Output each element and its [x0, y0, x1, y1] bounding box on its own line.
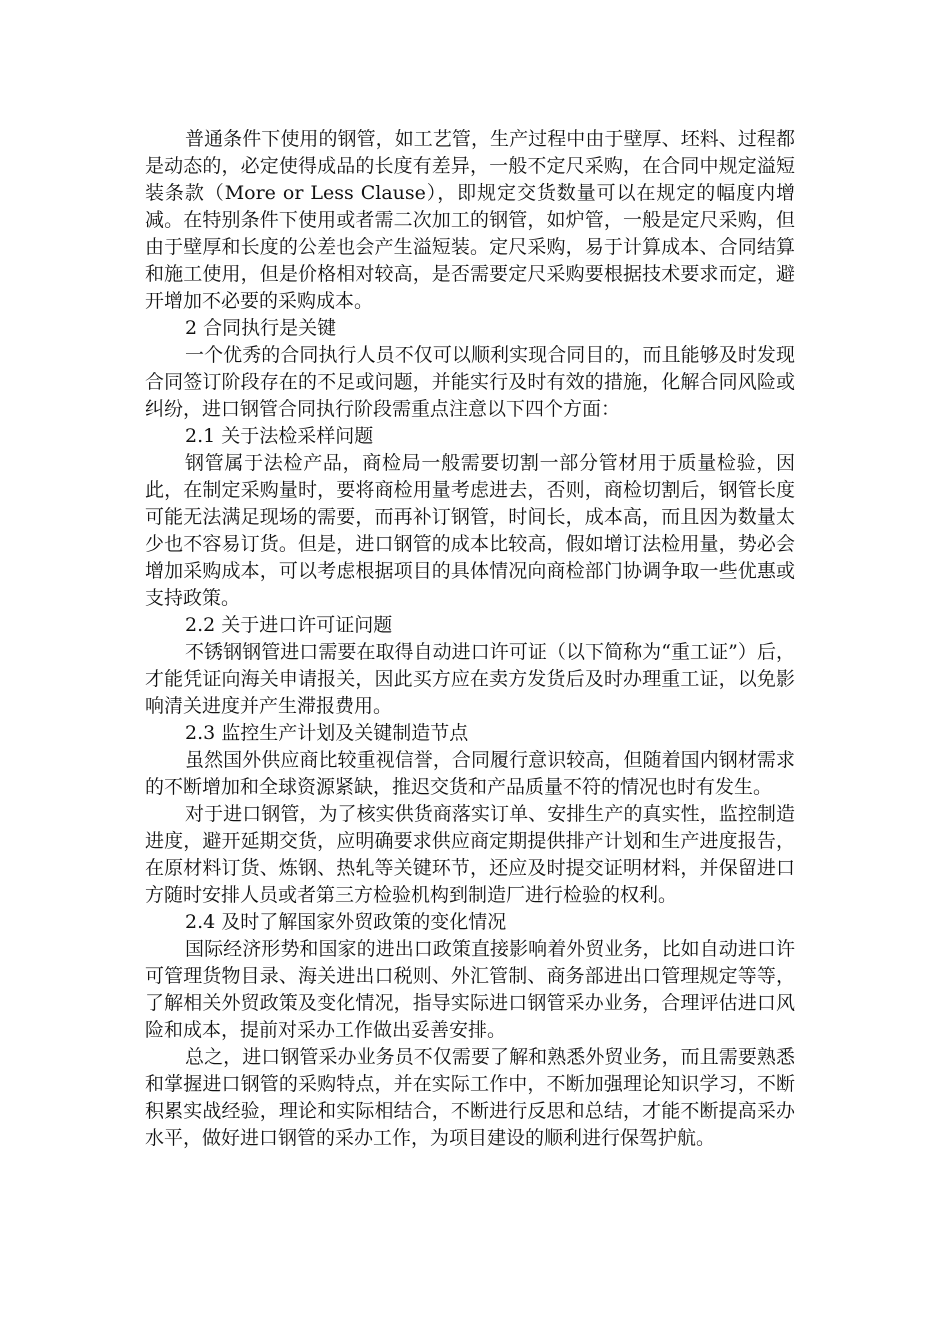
- paragraph-import-license: 不锈钢钢管进口需要在取得自动进口许可证（以下简称为“重工证”）后，才能凭证向海关申请报关，因此买方应在卖方发货后及时办理重工证，以免影响清关进度并产生滞报费用。: [145, 641, 795, 717]
- paragraph-contract-execution-intro: 一个优秀的合同执行人员不仅可以顺利实现合同目的，而且能够及时发现合同签订阶段存在的不足或问题，并能实行及时有效的措施，化解合同风险或纠纷，进口钢管合同执行阶段需重点注意以下四个方面：: [145, 344, 795, 420]
- subsection-heading-import-license: 2.2 关于进口许可证问题: [185, 614, 393, 636]
- paragraph-conclusion: 总之，进口钢管采办业务员不仅需要了解和熟悉外贸业务，而且需要熟悉和掌握进口钢管的采购特点，并在实际工作中，不断加强理论知识学习，不断积累实战经验，理论和实际相结合，不断进行反思和总结，才能不断提高采办水平，做好进口钢管的采办工作，为项目建设的顺利进行保驾护航。: [145, 1046, 795, 1149]
- subsection-heading-inspection-sampling: 2.1 关于法检采样问题: [185, 425, 374, 447]
- paragraph-production-monitoring: 对于进口钢管，为了核实供货商落实订单、安排生产的真实性，监控制造进度，避开延期交货，应明确要求供应商定期提供排产计划和生产进度报告，在原材料订货、炼钢、热轧等关键环节，还应及时提交证明材料，并保留进口方随时安排人员或者第三方检验机构到制造厂进行检验的权利。: [145, 803, 795, 906]
- document-page: [145, 126, 795, 1152]
- paragraph-inspection-sampling: 钢管属于法检产品，商检局一般需要切割一部分管材用于质量检验，因此，在制定采购量时，要将商检用量考虑进去，否则，商检切割后，钢管长度可能无法满足现场的需要，而再补订钢管，时间长，成本高，而且因为数量太少也不容易订货。但是，进口钢管的成本比较高，假如增订法检用量，势必会增加采购成本，可以考虑根据项目的具体情况向商检部门协调争取一些优惠或支持政策。: [145, 452, 795, 609]
- subsection-heading-production-monitoring: 2.3 监控生产计划及关键制造节点: [185, 722, 469, 744]
- paragraph-fixed-length-procurement: 普通条件下使用的钢管，如工艺管，生产过程中由于壁厚、坯料、过程都是动态的，必定使得成品的长度有差异，一般不定尺采购，在合同中规定溢短装条款（More or Less Clause），即规定交货数量可以在规定的幅度内增减。在特别条件下使用或者需二次加工的钢管，如炉管，一般是定尺采购，但由于壁厚和长度的公差也会产生溢短装。定尺采购，易于计算成本、合同结算和施工使用，但是价格相对较高，是否需要定尺采购要根据技术要求而定，避开增加不必要的采购成本。: [145, 128, 795, 312]
- section-heading-contract-execution: 2 合同执行是关键: [185, 317, 337, 339]
- paragraph-trade-policy: 国际经济形势和国家的进出口政策直接影响着外贸业务，比如自动进口许可管理货物目录、海关进出口税则、外汇管制、商务部进出口管理规定等等，了解相关外贸政策及变化情况，指导实际进口钢管采办业务，合理评估进口风险和成本，提前对采办工作做出妥善安排。: [145, 938, 795, 1041]
- subsection-heading-trade-policy: 2.4 及时了解国家外贸政策的变化情况: [185, 911, 507, 933]
- paragraph-supplier-reputation: 虽然国外供应商比较重视信誉，合同履行意识较高，但随着国内钢材需求的不断增加和全球资源紧缺，推迟交货和产品质量不符的情况也时有发生。: [145, 749, 795, 798]
